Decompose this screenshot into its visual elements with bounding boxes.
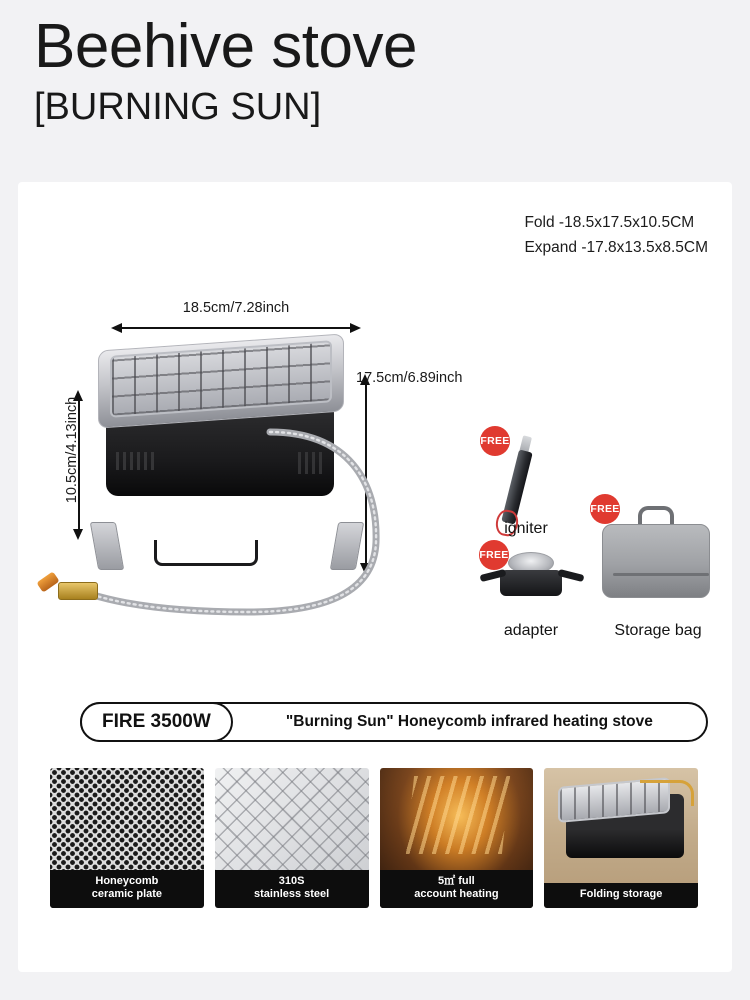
spec-fold: Fold -18.5x17.5x10.5CM bbox=[524, 214, 695, 231]
dimension-width-label: 18.5cm/7.28inch bbox=[182, 300, 290, 316]
free-badge-storage-bag: FREE bbox=[590, 494, 620, 524]
header bbox=[0, 0, 750, 131]
mini-stove-hose bbox=[640, 780, 694, 806]
feature-caption-line2: account heating bbox=[414, 888, 499, 901]
feature-caption-line1: 310S bbox=[278, 874, 305, 887]
feature-caption bbox=[215, 870, 369, 909]
feature-item bbox=[544, 768, 698, 908]
adapter-base bbox=[500, 570, 562, 596]
spec-expand: Expand -17.8x13.5x8.5CM bbox=[524, 239, 708, 257]
page-subtitle: [BURNING SUN] bbox=[34, 86, 322, 129]
feature-thumbnails bbox=[50, 768, 698, 908]
product-card bbox=[18, 182, 732, 972]
feature-item bbox=[380, 768, 534, 908]
feature-caption bbox=[380, 870, 534, 909]
feature-caption-line1: 5㎡ full bbox=[438, 874, 475, 887]
free-badge-igniter: FREE bbox=[480, 426, 510, 456]
feature-caption-line2: stainless steel bbox=[254, 888, 330, 901]
feature-item bbox=[215, 768, 369, 908]
feature-caption-line1: Folding storage bbox=[579, 888, 663, 901]
bag-zipper bbox=[613, 573, 709, 576]
power-badge: FIRE 3500W bbox=[80, 702, 233, 742]
page-title: Beehive stove bbox=[34, 12, 417, 81]
feature-item bbox=[50, 768, 204, 908]
dimension-depth-label: 17.5cm/6.89inch bbox=[356, 370, 463, 386]
valve-brass-body bbox=[58, 582, 98, 600]
feature-caption bbox=[544, 883, 698, 908]
gas-valve bbox=[36, 576, 110, 606]
feature-caption-line1: Honeycomb bbox=[95, 874, 159, 887]
accessory-label-storage-bag: Storage bag bbox=[614, 622, 702, 639]
feature-caption bbox=[50, 870, 204, 909]
fire-power-banner bbox=[80, 702, 708, 742]
banner-description: "Burning Sun" Honeycomb infrared heating stove bbox=[285, 713, 653, 730]
feature-caption-line2: ceramic plate bbox=[91, 888, 163, 901]
free-badge-adapter: FREE bbox=[479, 540, 509, 570]
accessory-label-adapter: adapter bbox=[503, 622, 559, 639]
accessory-label-igniter: igniter bbox=[504, 520, 548, 537]
dimension-height-label: 10.5cm/4.13inch bbox=[64, 396, 80, 504]
bag-body bbox=[602, 524, 710, 598]
